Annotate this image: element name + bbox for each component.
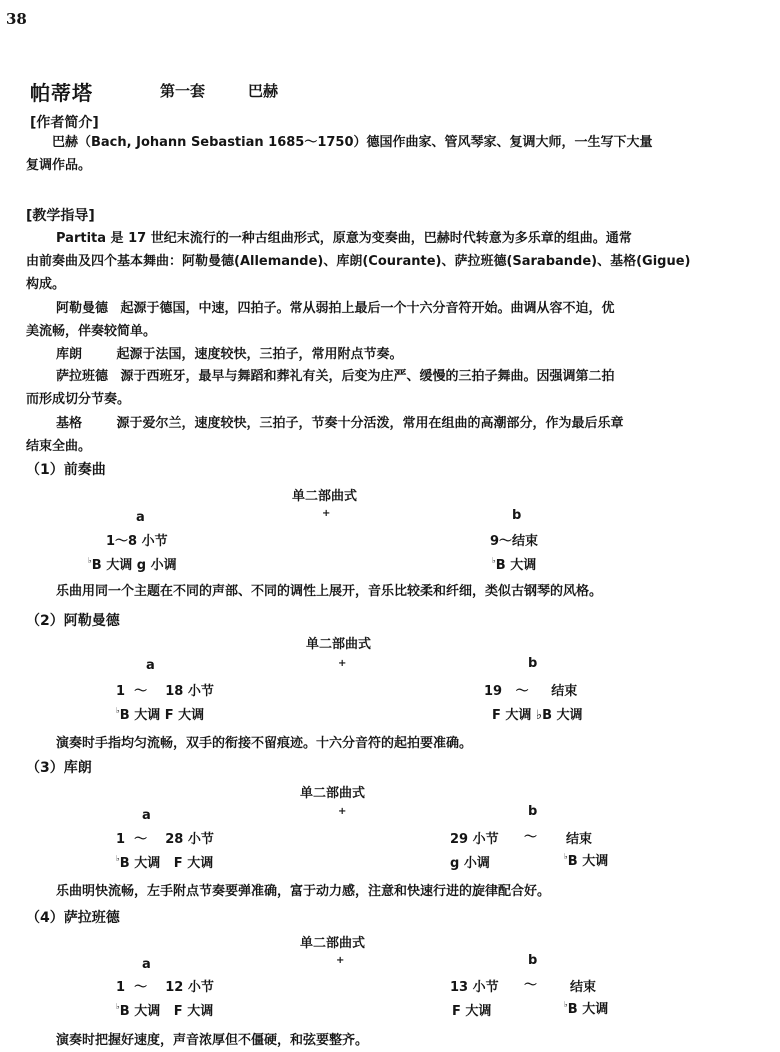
dance-name: 阿勒曼德 [56,301,109,316]
teaching-heading: [教学指导] [26,208,95,224]
movement-3-note: 乐曲明快流畅，左手附点节奏要弹准确，富于动力感，注意和快速行进的旋律配合好。 [56,884,551,899]
dance-name: 萨拉班德 [56,369,109,384]
section-b-bars-end: 结束 [566,832,593,847]
section-b-keys-2: ♭B 大调 [564,1000,609,1017]
movement-2-note: 演奏时手指均匀流畅，双手的衔接不留痕迹。十六分音符的起拍要准确。 [56,736,473,751]
section-a-keys: ♭B 大调 F 大调 [116,706,205,723]
form-label: 单二部曲式 [300,786,366,801]
section-a-label: a [146,658,155,673]
dance-gigue [56,413,624,435]
section-b-label: b [528,656,538,671]
plus-sign: + [322,508,331,519]
dance-sarabande [56,366,615,388]
movement-4-heading: （4）萨拉班德 [26,910,120,926]
section-a-bars: 1 ～ 12 小节 [116,980,214,995]
dance-gigue-cont: 结束全曲。 [26,439,92,454]
section-a-bars: 1 ～ 18 小节 [116,684,214,699]
section-b-keys-2: ♭B 大调 [564,852,609,869]
author-line-1: 巴赫（Bach, Johann Sebastian 1685～1750）德国作曲家、管风琴家、复调大师，一生写下大量 [52,135,653,150]
section-a-label: a [136,510,145,525]
range-tilde: ～ [524,830,538,845]
plus-sign: + [336,955,345,966]
dance-courante [56,344,403,366]
suite-number: 第一套 [160,82,206,100]
section-b-bars: 19 ～ 结束 [484,684,578,699]
intro-line-1: Partita 是 17 世纪末流行的一种古组曲形式，原意为变奏曲，巴赫时代转意为多乐章的组曲。通常 [56,231,632,246]
dance-allemande [56,298,615,320]
section-a-label: a [142,957,151,972]
dance-desc: 起源于法国，速度较快，三拍子，常用附点节奏。 [116,347,403,362]
movement-2-heading: （2）阿勒曼德 [26,613,120,629]
section-b-label: b [528,804,538,819]
flat-icon: ♭ [492,556,496,565]
section-b-keys-1: F 大调 [452,1004,492,1019]
form-label: 单二部曲式 [306,637,372,652]
section-b-bars-start: 13 小节 [450,980,499,995]
flat-icon: ♭ [564,1000,568,1009]
dance-sarabande-cont: 而形成切分节奏。 [26,392,131,407]
plus-sign: + [338,806,347,817]
section-a-keys: ♭B 大调 F 大调 [116,854,214,871]
author-heading: [作者简介] [30,115,99,131]
dance-desc: 源于西班牙，最早与舞蹈和葬礼有关，后变为庄严、缓慢的三拍子舞曲。因强调第二拍 [120,369,615,384]
movement-1-heading: （1）前奏曲 [26,462,106,478]
piece-title: 帕蒂塔 [30,81,93,105]
section-b-bars-start: 29 小节 [450,832,499,847]
movement-4-note: 演奏时把握好速度，声音浓厚但不僵硬，和弦要整齐。 [56,1033,369,1048]
section-a-label: a [142,808,151,823]
form-label: 单二部曲式 [300,936,366,951]
dance-allemande-cont: 美流畅，伴奏较简单。 [26,324,157,339]
section-b-keys-1: g 小调 [450,856,490,871]
intro-line-3: 构成。 [26,277,66,292]
form-label: 单二部曲式 [292,489,358,504]
dance-desc: 源于爱尔兰，速度较快，三拍子，节奏十分活泼，常用在组曲的高潮部分，作为最后乐章 [116,416,624,431]
section-a-bars: 1 ～ 28 小节 [116,832,214,847]
flat-icon: ♭ [116,854,120,863]
intro-line-2: 由前奏曲及四个基本舞曲：阿勒曼德(Allemande)、库朗(Courante)、萨拉班德(Sarabande)、基格(Gigue) [26,254,691,269]
flat-icon: ♭ [116,706,120,715]
flat-icon: ♭ [564,852,568,861]
range-tilde: ～ [524,978,538,993]
section-a-keys: ♭B 大调 F 大调 [116,1002,214,1019]
page-number: 38 [6,10,27,28]
section-b-label: b [512,508,522,523]
section-b-bars: 9～结束 [490,534,539,549]
dance-desc: 起源于德国，中速，四拍子。常从弱拍上最后一个十六分音符开始。曲调从容不迫，优 [120,301,615,316]
section-b-keys: ♭B 大调 [492,556,537,573]
dance-name: 基格 [56,416,83,431]
movement-3-heading: （3）库朗 [26,760,92,776]
section-b-bars-end: 结束 [570,980,597,995]
flat-icon: ♭ [116,1002,120,1011]
composer-name: 巴赫 [248,82,279,100]
flat-icon: ♭ [88,556,92,565]
section-a-bars: 1～8 小节 [106,534,168,549]
section-b-label: b [528,953,538,968]
author-line-2: 复调作品。 [26,158,92,173]
section-b-keys: F 大调 ♭B 大调 [492,708,583,723]
section-a-keys: ♭B 大调 g 小调 [88,556,177,573]
movement-1-note: 乐曲用同一个主题在不同的声部、不同的调性上展开，音乐比较柔和纤细，类似古钢琴的风格。 [56,584,603,599]
dance-name: 库朗 [56,347,83,362]
plus-sign: + [338,658,347,669]
